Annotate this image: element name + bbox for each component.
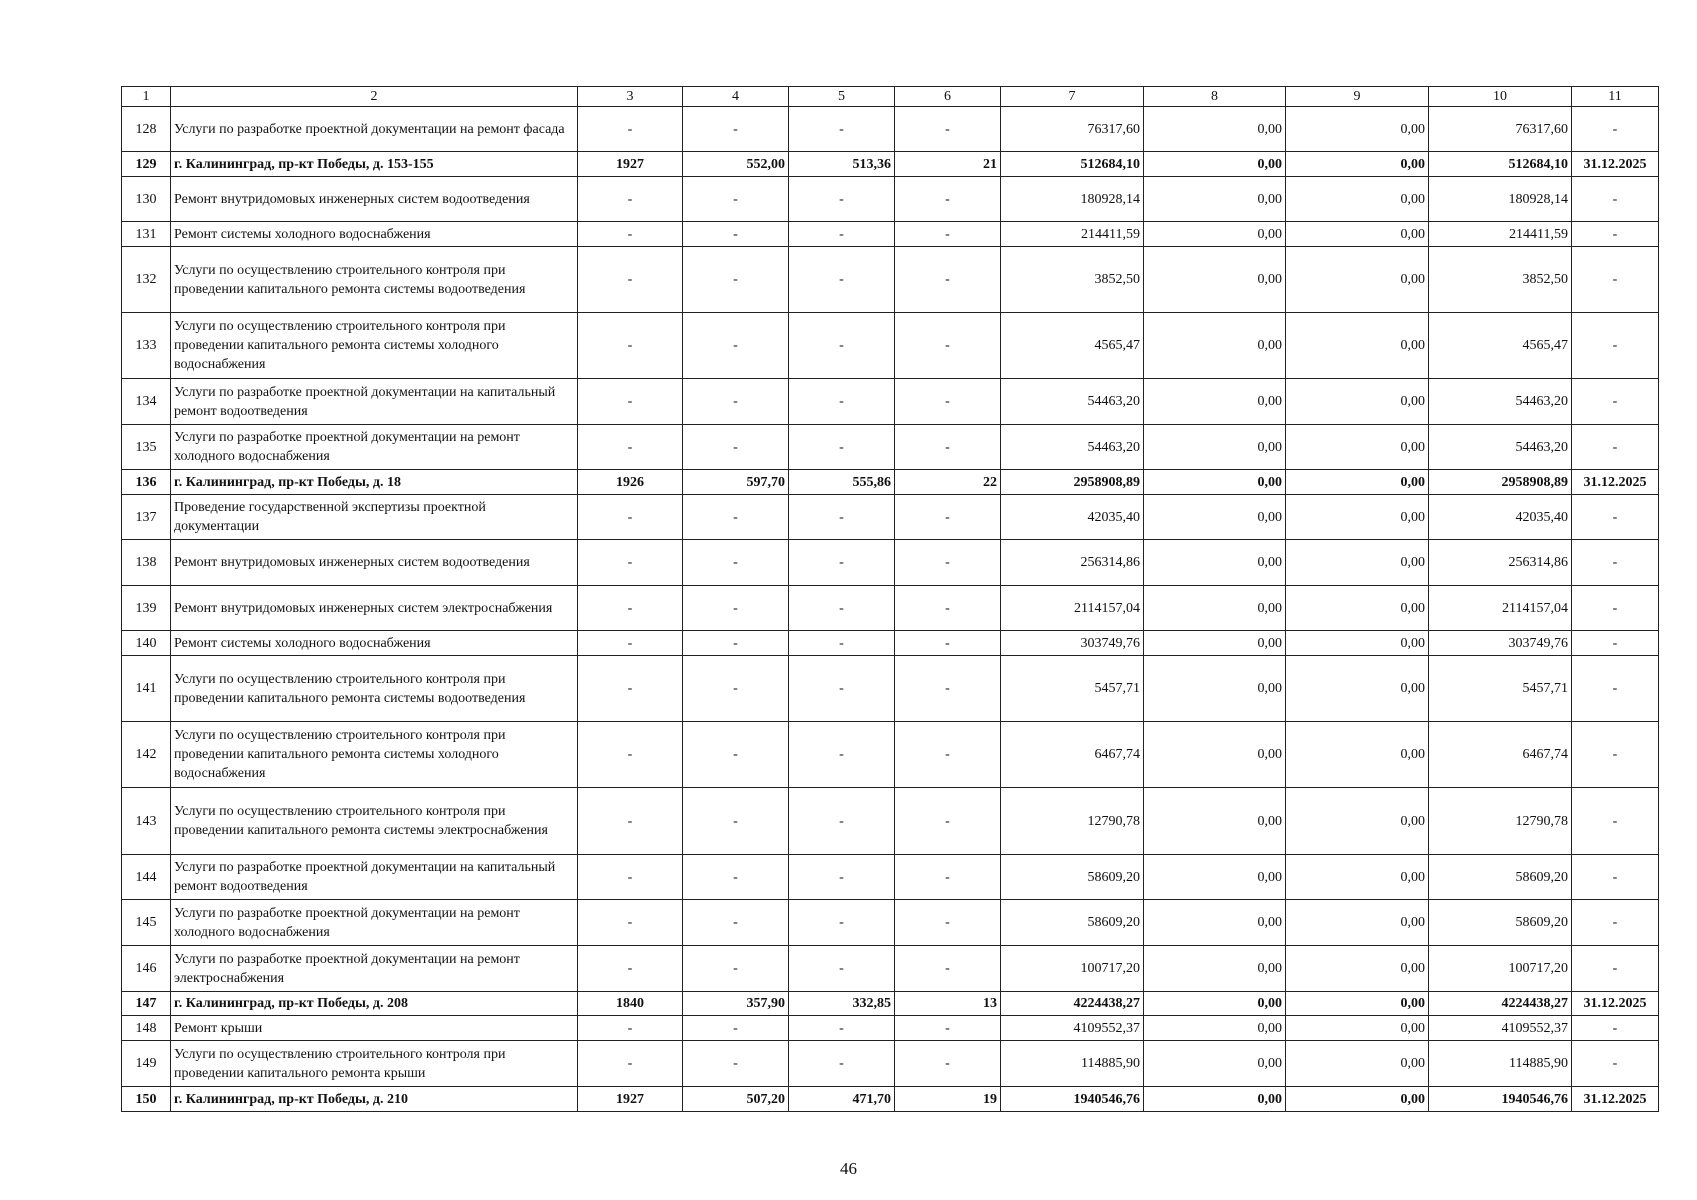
living-area-cell: - xyxy=(789,222,895,247)
column-number-9: 9 xyxy=(1286,87,1429,107)
local-budget-share-cell: 0,00 xyxy=(1286,1087,1429,1112)
row-number-cell: 150 xyxy=(122,1087,171,1112)
fund-share-cell: 0,00 xyxy=(1144,152,1286,177)
living-area-cell: 332,85 xyxy=(789,992,895,1016)
address-row xyxy=(122,152,1659,177)
table-row xyxy=(122,900,1659,946)
living-area-cell: - xyxy=(789,946,895,992)
local-budget-share-cell: 0,00 xyxy=(1286,656,1429,722)
fund-share-cell: 0,00 xyxy=(1144,1041,1286,1087)
completion-date-cell: - xyxy=(1572,631,1659,656)
row-number-cell: 137 xyxy=(122,495,171,540)
row-number-cell: 148 xyxy=(122,1016,171,1041)
living-area-cell: - xyxy=(789,1041,895,1087)
column-number-10: 10 xyxy=(1429,87,1572,107)
residents-count-cell: - xyxy=(895,1041,1001,1087)
fund-share-cell: 0,00 xyxy=(1144,1087,1286,1112)
year-built-cell: 1927 xyxy=(578,1087,683,1112)
fund-share-cell: 0,00 xyxy=(1144,222,1286,247)
year-built-cell: - xyxy=(578,222,683,247)
total-cost-cell: 512684,10 xyxy=(1001,152,1144,177)
total-area-cell: - xyxy=(683,247,789,313)
year-built-cell: - xyxy=(578,586,683,631)
table-row xyxy=(122,247,1659,313)
completion-date-cell: - xyxy=(1572,855,1659,900)
residents-count-cell: - xyxy=(895,722,1001,788)
row-number-cell: 145 xyxy=(122,900,171,946)
owners-share-cell: 2114157,04 xyxy=(1429,586,1572,631)
completion-date-cell: - xyxy=(1572,379,1659,425)
year-built-cell: - xyxy=(578,495,683,540)
completion-date-cell: - xyxy=(1572,586,1659,631)
year-built-cell: - xyxy=(578,722,683,788)
row-number-cell: 149 xyxy=(122,1041,171,1087)
fund-share-cell: 0,00 xyxy=(1144,540,1286,586)
residents-count-cell: - xyxy=(895,425,1001,470)
year-built-cell: - xyxy=(578,946,683,992)
owners-share-cell: 58609,20 xyxy=(1429,900,1572,946)
fund-share-cell: 0,00 xyxy=(1144,379,1286,425)
total-cost-cell: 256314,86 xyxy=(1001,540,1144,586)
total-cost-cell: 5457,71 xyxy=(1001,656,1144,722)
total-cost-cell: 3852,50 xyxy=(1001,247,1144,313)
table-row xyxy=(122,788,1659,855)
total-cost-cell: 2114157,04 xyxy=(1001,586,1144,631)
completion-date-cell: - xyxy=(1572,247,1659,313)
living-area-cell: - xyxy=(789,586,895,631)
total-area-cell: - xyxy=(683,313,789,379)
fund-share-cell: 0,00 xyxy=(1144,900,1286,946)
local-budget-share-cell: 0,00 xyxy=(1286,855,1429,900)
owners-share-cell: 4565,47 xyxy=(1429,313,1572,379)
completion-date-cell: 31.12.2025 xyxy=(1572,470,1659,495)
living-area-cell: - xyxy=(789,425,895,470)
total-cost-cell: 12790,78 xyxy=(1001,788,1144,855)
owners-share-cell: 114885,90 xyxy=(1429,1041,1572,1087)
local-budget-share-cell: 0,00 xyxy=(1286,722,1429,788)
total-area-cell: - xyxy=(683,631,789,656)
fund-share-cell: 0,00 xyxy=(1144,425,1286,470)
completion-date-cell: - xyxy=(1572,425,1659,470)
item-name-cell: Услуги по осуществлению строительного контроля при проведении капитального ремонта системы водоотведения xyxy=(171,656,578,722)
local-budget-share-cell: 0,00 xyxy=(1286,540,1429,586)
owners-share-cell: 12790,78 xyxy=(1429,788,1572,855)
fund-share-cell: 0,00 xyxy=(1144,247,1286,313)
owners-share-cell: 214411,59 xyxy=(1429,222,1572,247)
completion-date-cell: - xyxy=(1572,946,1659,992)
residents-count-cell: - xyxy=(895,313,1001,379)
total-area-cell: - xyxy=(683,107,789,152)
completion-date-cell: - xyxy=(1572,1041,1659,1087)
fund-share-cell: 0,00 xyxy=(1144,470,1286,495)
living-area-cell: - xyxy=(789,631,895,656)
item-name-cell: г. Калининград, пр-кт Победы, д. 153-155 xyxy=(171,152,578,177)
residents-count-cell: - xyxy=(895,540,1001,586)
item-name-cell: Ремонт внутридомовых инженерных систем электроснабжения xyxy=(171,586,578,631)
item-name-cell: Услуги по разработке проектной документации на ремонт фасада xyxy=(171,107,578,152)
item-name-cell: Услуги по осуществлению строительного контроля при проведении капитального ремонта системы холодного водоснабжения xyxy=(171,722,578,788)
total-cost-cell: 54463,20 xyxy=(1001,425,1144,470)
local-budget-share-cell: 0,00 xyxy=(1286,152,1429,177)
completion-date-cell: - xyxy=(1572,495,1659,540)
address-row xyxy=(122,470,1659,495)
item-name-cell: г. Калининград, пр-кт Победы, д. 210 xyxy=(171,1087,578,1112)
item-name-cell: Ремонт системы холодного водоснабжения xyxy=(171,631,578,656)
fund-share-cell: 0,00 xyxy=(1144,177,1286,222)
owners-share-cell: 256314,86 xyxy=(1429,540,1572,586)
total-area-cell: - xyxy=(683,788,789,855)
completion-date-cell: 31.12.2025 xyxy=(1572,152,1659,177)
completion-date-cell: - xyxy=(1572,788,1659,855)
residents-count-cell: - xyxy=(895,855,1001,900)
residents-count-cell: - xyxy=(895,586,1001,631)
local-budget-share-cell: 0,00 xyxy=(1286,946,1429,992)
year-built-cell: - xyxy=(578,788,683,855)
year-built-cell: - xyxy=(578,379,683,425)
completion-date-cell: 31.12.2025 xyxy=(1572,1087,1659,1112)
total-cost-cell: 76317,60 xyxy=(1001,107,1144,152)
table-row xyxy=(122,425,1659,470)
total-area-cell: - xyxy=(683,222,789,247)
row-number-cell: 134 xyxy=(122,379,171,425)
fund-share-cell: 0,00 xyxy=(1144,313,1286,379)
column-number-3: 3 xyxy=(578,87,683,107)
total-area-cell: - xyxy=(683,900,789,946)
year-built-cell: - xyxy=(578,540,683,586)
local-budget-share-cell: 0,00 xyxy=(1286,177,1429,222)
residents-count-cell: - xyxy=(895,788,1001,855)
fund-share-cell: 0,00 xyxy=(1144,586,1286,631)
living-area-cell: - xyxy=(789,540,895,586)
total-cost-cell: 303749,76 xyxy=(1001,631,1144,656)
item-name-cell: Услуги по осуществлению строительного контроля при проведении капитального ремонта системы холодного водоснабжения xyxy=(171,313,578,379)
total-area-cell: - xyxy=(683,586,789,631)
table-row xyxy=(122,1041,1659,1087)
living-area-cell: - xyxy=(789,247,895,313)
table-header-row xyxy=(122,87,1659,107)
item-name-cell: Ремонт крыши xyxy=(171,1016,578,1041)
total-area-cell: - xyxy=(683,656,789,722)
fund-share-cell: 0,00 xyxy=(1144,992,1286,1016)
total-cost-cell: 58609,20 xyxy=(1001,855,1144,900)
local-budget-share-cell: 0,00 xyxy=(1286,992,1429,1016)
fund-share-cell: 0,00 xyxy=(1144,1016,1286,1041)
total-area-cell: - xyxy=(683,177,789,222)
living-area-cell: - xyxy=(789,107,895,152)
item-name-cell: Ремонт системы холодного водоснабжения xyxy=(171,222,578,247)
total-area-cell: - xyxy=(683,1016,789,1041)
year-built-cell: - xyxy=(578,425,683,470)
total-area-cell: - xyxy=(683,855,789,900)
total-area-cell: - xyxy=(683,1041,789,1087)
owners-share-cell: 54463,20 xyxy=(1429,379,1572,425)
total-cost-cell: 4224438,27 xyxy=(1001,992,1144,1016)
row-number-cell: 140 xyxy=(122,631,171,656)
table-row xyxy=(122,540,1659,586)
completion-date-cell: 31.12.2025 xyxy=(1572,992,1659,1016)
residents-count-cell: 13 xyxy=(895,992,1001,1016)
total-cost-cell: 2958908,89 xyxy=(1001,470,1144,495)
local-budget-share-cell: 0,00 xyxy=(1286,425,1429,470)
owners-share-cell: 42035,40 xyxy=(1429,495,1572,540)
fund-share-cell: 0,00 xyxy=(1144,107,1286,152)
table-row xyxy=(122,656,1659,722)
column-number-7: 7 xyxy=(1001,87,1144,107)
living-area-cell: - xyxy=(789,855,895,900)
owners-share-cell: 4109552,37 xyxy=(1429,1016,1572,1041)
total-area-cell: - xyxy=(683,946,789,992)
living-area-cell: 555,86 xyxy=(789,470,895,495)
table-row xyxy=(122,1016,1659,1041)
repair-plan-table xyxy=(121,86,1659,1112)
completion-date-cell: - xyxy=(1572,177,1659,222)
item-name-cell: Услуги по разработке проектной документации на ремонт электроснабжения xyxy=(171,946,578,992)
completion-date-cell: - xyxy=(1572,900,1659,946)
year-built-cell: - xyxy=(578,1016,683,1041)
item-name-cell: Ремонт внутридомовых инженерных систем водоотведения xyxy=(171,540,578,586)
table-row xyxy=(122,495,1659,540)
total-cost-cell: 4565,47 xyxy=(1001,313,1144,379)
row-number-cell: 138 xyxy=(122,540,171,586)
fund-share-cell: 0,00 xyxy=(1144,495,1286,540)
local-budget-share-cell: 0,00 xyxy=(1286,313,1429,379)
owners-share-cell: 512684,10 xyxy=(1429,152,1572,177)
residents-count-cell: - xyxy=(895,495,1001,540)
owners-share-cell: 5457,71 xyxy=(1429,656,1572,722)
item-name-cell: Услуги по разработке проектной документации на капитальный ремонт водоотведения xyxy=(171,379,578,425)
local-budget-share-cell: 0,00 xyxy=(1286,222,1429,247)
total-area-cell: - xyxy=(683,540,789,586)
table-row xyxy=(122,631,1659,656)
residents-count-cell: - xyxy=(895,1016,1001,1041)
column-number-8: 8 xyxy=(1144,87,1286,107)
table-row xyxy=(122,313,1659,379)
fund-share-cell: 0,00 xyxy=(1144,722,1286,788)
total-cost-cell: 6467,74 xyxy=(1001,722,1144,788)
completion-date-cell: - xyxy=(1572,222,1659,247)
completion-date-cell: - xyxy=(1572,313,1659,379)
year-built-cell: - xyxy=(578,900,683,946)
living-area-cell: - xyxy=(789,788,895,855)
fund-share-cell: 0,00 xyxy=(1144,946,1286,992)
year-built-cell: - xyxy=(578,177,683,222)
item-name-cell: Ремонт внутридомовых инженерных систем водоотведения xyxy=(171,177,578,222)
row-number-cell: 130 xyxy=(122,177,171,222)
page-number: 46 xyxy=(840,1159,857,1178)
local-budget-share-cell: 0,00 xyxy=(1286,1041,1429,1087)
year-built-cell: - xyxy=(578,631,683,656)
row-number-cell: 128 xyxy=(122,107,171,152)
owners-share-cell: 76317,60 xyxy=(1429,107,1572,152)
owners-share-cell: 1940546,76 xyxy=(1429,1087,1572,1112)
residents-count-cell: - xyxy=(895,900,1001,946)
table-row xyxy=(122,722,1659,788)
completion-date-cell: - xyxy=(1572,656,1659,722)
total-area-cell: 552,00 xyxy=(683,152,789,177)
total-area-cell: - xyxy=(683,379,789,425)
total-area-cell: - xyxy=(683,425,789,470)
residents-count-cell: - xyxy=(895,379,1001,425)
item-name-cell: г. Калининград, пр-кт Победы, д. 208 xyxy=(171,992,578,1016)
item-name-cell: Проведение государственной экспертизы проектной документации xyxy=(171,495,578,540)
living-area-cell: - xyxy=(789,1016,895,1041)
row-number-cell: 135 xyxy=(122,425,171,470)
residents-count-cell: - xyxy=(895,247,1001,313)
residents-count-cell: 22 xyxy=(895,470,1001,495)
residents-count-cell: - xyxy=(895,656,1001,722)
total-area-cell: 357,90 xyxy=(683,992,789,1016)
row-number-cell: 147 xyxy=(122,992,171,1016)
local-budget-share-cell: 0,00 xyxy=(1286,495,1429,540)
column-number-1: 1 xyxy=(122,87,171,107)
year-built-cell: - xyxy=(578,313,683,379)
owners-share-cell: 54463,20 xyxy=(1429,425,1572,470)
fund-share-cell: 0,00 xyxy=(1144,631,1286,656)
column-number-4: 4 xyxy=(683,87,789,107)
total-cost-cell: 114885,90 xyxy=(1001,1041,1144,1087)
year-built-cell: - xyxy=(578,656,683,722)
item-name-cell: г. Калининград, пр-кт Победы, д. 18 xyxy=(171,470,578,495)
table-row xyxy=(122,379,1659,425)
total-cost-cell: 42035,40 xyxy=(1001,495,1144,540)
address-row xyxy=(122,1087,1659,1112)
item-name-cell: Услуги по осуществлению строительного контроля при проведении капитального ремонта системы электроснабжения xyxy=(171,788,578,855)
total-area-cell: - xyxy=(683,495,789,540)
living-area-cell: - xyxy=(789,722,895,788)
table-row xyxy=(122,855,1659,900)
item-name-cell: Услуги по разработке проектной документации на ремонт холодного водоснабжения xyxy=(171,425,578,470)
local-budget-share-cell: 0,00 xyxy=(1286,1016,1429,1041)
year-built-cell: 1927 xyxy=(578,152,683,177)
year-built-cell: 1840 xyxy=(578,992,683,1016)
year-built-cell: - xyxy=(578,107,683,152)
owners-share-cell: 6467,74 xyxy=(1429,722,1572,788)
owners-share-cell: 58609,20 xyxy=(1429,855,1572,900)
owners-share-cell: 4224438,27 xyxy=(1429,992,1572,1016)
living-area-cell: - xyxy=(789,177,895,222)
total-cost-cell: 58609,20 xyxy=(1001,900,1144,946)
item-name-cell: Услуги по осуществлению строительного контроля при проведении капитального ремонта крыши xyxy=(171,1041,578,1087)
total-cost-cell: 4109552,37 xyxy=(1001,1016,1144,1041)
table-row xyxy=(122,107,1659,152)
fund-share-cell: 0,00 xyxy=(1144,656,1286,722)
residents-count-cell: - xyxy=(895,107,1001,152)
living-area-cell: - xyxy=(789,495,895,540)
living-area-cell: - xyxy=(789,379,895,425)
residents-count-cell: - xyxy=(895,631,1001,656)
item-name-cell: Услуги по разработке проектной документации на капитальный ремонт водоотведения xyxy=(171,855,578,900)
residents-count-cell: - xyxy=(895,177,1001,222)
total-cost-cell: 1940546,76 xyxy=(1001,1087,1144,1112)
year-built-cell: 1926 xyxy=(578,470,683,495)
living-area-cell: - xyxy=(789,313,895,379)
column-number-2: 2 xyxy=(171,87,578,107)
living-area-cell: - xyxy=(789,656,895,722)
column-number-11: 11 xyxy=(1572,87,1659,107)
row-number-cell: 131 xyxy=(122,222,171,247)
total-cost-cell: 180928,14 xyxy=(1001,177,1144,222)
local-budget-share-cell: 0,00 xyxy=(1286,470,1429,495)
table-row xyxy=(122,586,1659,631)
completion-date-cell: - xyxy=(1572,107,1659,152)
column-number-6: 6 xyxy=(895,87,1001,107)
row-number-cell: 143 xyxy=(122,788,171,855)
living-area-cell: 513,36 xyxy=(789,152,895,177)
year-built-cell: - xyxy=(578,855,683,900)
total-area-cell: 507,20 xyxy=(683,1087,789,1112)
local-budget-share-cell: 0,00 xyxy=(1286,379,1429,425)
year-built-cell: - xyxy=(578,247,683,313)
completion-date-cell: - xyxy=(1572,1016,1659,1041)
year-built-cell: - xyxy=(578,1041,683,1087)
table-row xyxy=(122,177,1659,222)
living-area-cell: - xyxy=(789,900,895,946)
local-budget-share-cell: 0,00 xyxy=(1286,107,1429,152)
total-cost-cell: 54463,20 xyxy=(1001,379,1144,425)
column-number-5: 5 xyxy=(789,87,895,107)
total-cost-cell: 214411,59 xyxy=(1001,222,1144,247)
address-row xyxy=(122,992,1659,1016)
residents-count-cell: - xyxy=(895,222,1001,247)
completion-date-cell: - xyxy=(1572,722,1659,788)
row-number-cell: 139 xyxy=(122,586,171,631)
table-row xyxy=(122,222,1659,247)
residents-count-cell: - xyxy=(895,946,1001,992)
row-number-cell: 141 xyxy=(122,656,171,722)
owners-share-cell: 180928,14 xyxy=(1429,177,1572,222)
living-area-cell: 471,70 xyxy=(789,1087,895,1112)
residents-count-cell: 21 xyxy=(895,152,1001,177)
row-number-cell: 136 xyxy=(122,470,171,495)
owners-share-cell: 3852,50 xyxy=(1429,247,1572,313)
residents-count-cell: 19 xyxy=(895,1087,1001,1112)
item-name-cell: Услуги по разработке проектной документации на ремонт холодного водоснабжения xyxy=(171,900,578,946)
local-budget-share-cell: 0,00 xyxy=(1286,900,1429,946)
total-area-cell: - xyxy=(683,722,789,788)
total-cost-cell: 100717,20 xyxy=(1001,946,1144,992)
row-number-cell: 132 xyxy=(122,247,171,313)
total-area-cell: 597,70 xyxy=(683,470,789,495)
local-budget-share-cell: 0,00 xyxy=(1286,247,1429,313)
table-row xyxy=(122,946,1659,992)
completion-date-cell: - xyxy=(1572,540,1659,586)
item-name-cell: Услуги по осуществлению строительного контроля при проведении капитального ремонта системы водоотведения xyxy=(171,247,578,313)
local-budget-share-cell: 0,00 xyxy=(1286,586,1429,631)
row-number-cell: 129 xyxy=(122,152,171,177)
row-number-cell: 146 xyxy=(122,946,171,992)
local-budget-share-cell: 0,00 xyxy=(1286,631,1429,656)
row-number-cell: 144 xyxy=(122,855,171,900)
fund-share-cell: 0,00 xyxy=(1144,788,1286,855)
owners-share-cell: 303749,76 xyxy=(1429,631,1572,656)
row-number-cell: 142 xyxy=(122,722,171,788)
owners-share-cell: 2958908,89 xyxy=(1429,470,1572,495)
fund-share-cell: 0,00 xyxy=(1144,855,1286,900)
local-budget-share-cell: 0,00 xyxy=(1286,788,1429,855)
row-number-cell: 133 xyxy=(122,313,171,379)
owners-share-cell: 100717,20 xyxy=(1429,946,1572,992)
